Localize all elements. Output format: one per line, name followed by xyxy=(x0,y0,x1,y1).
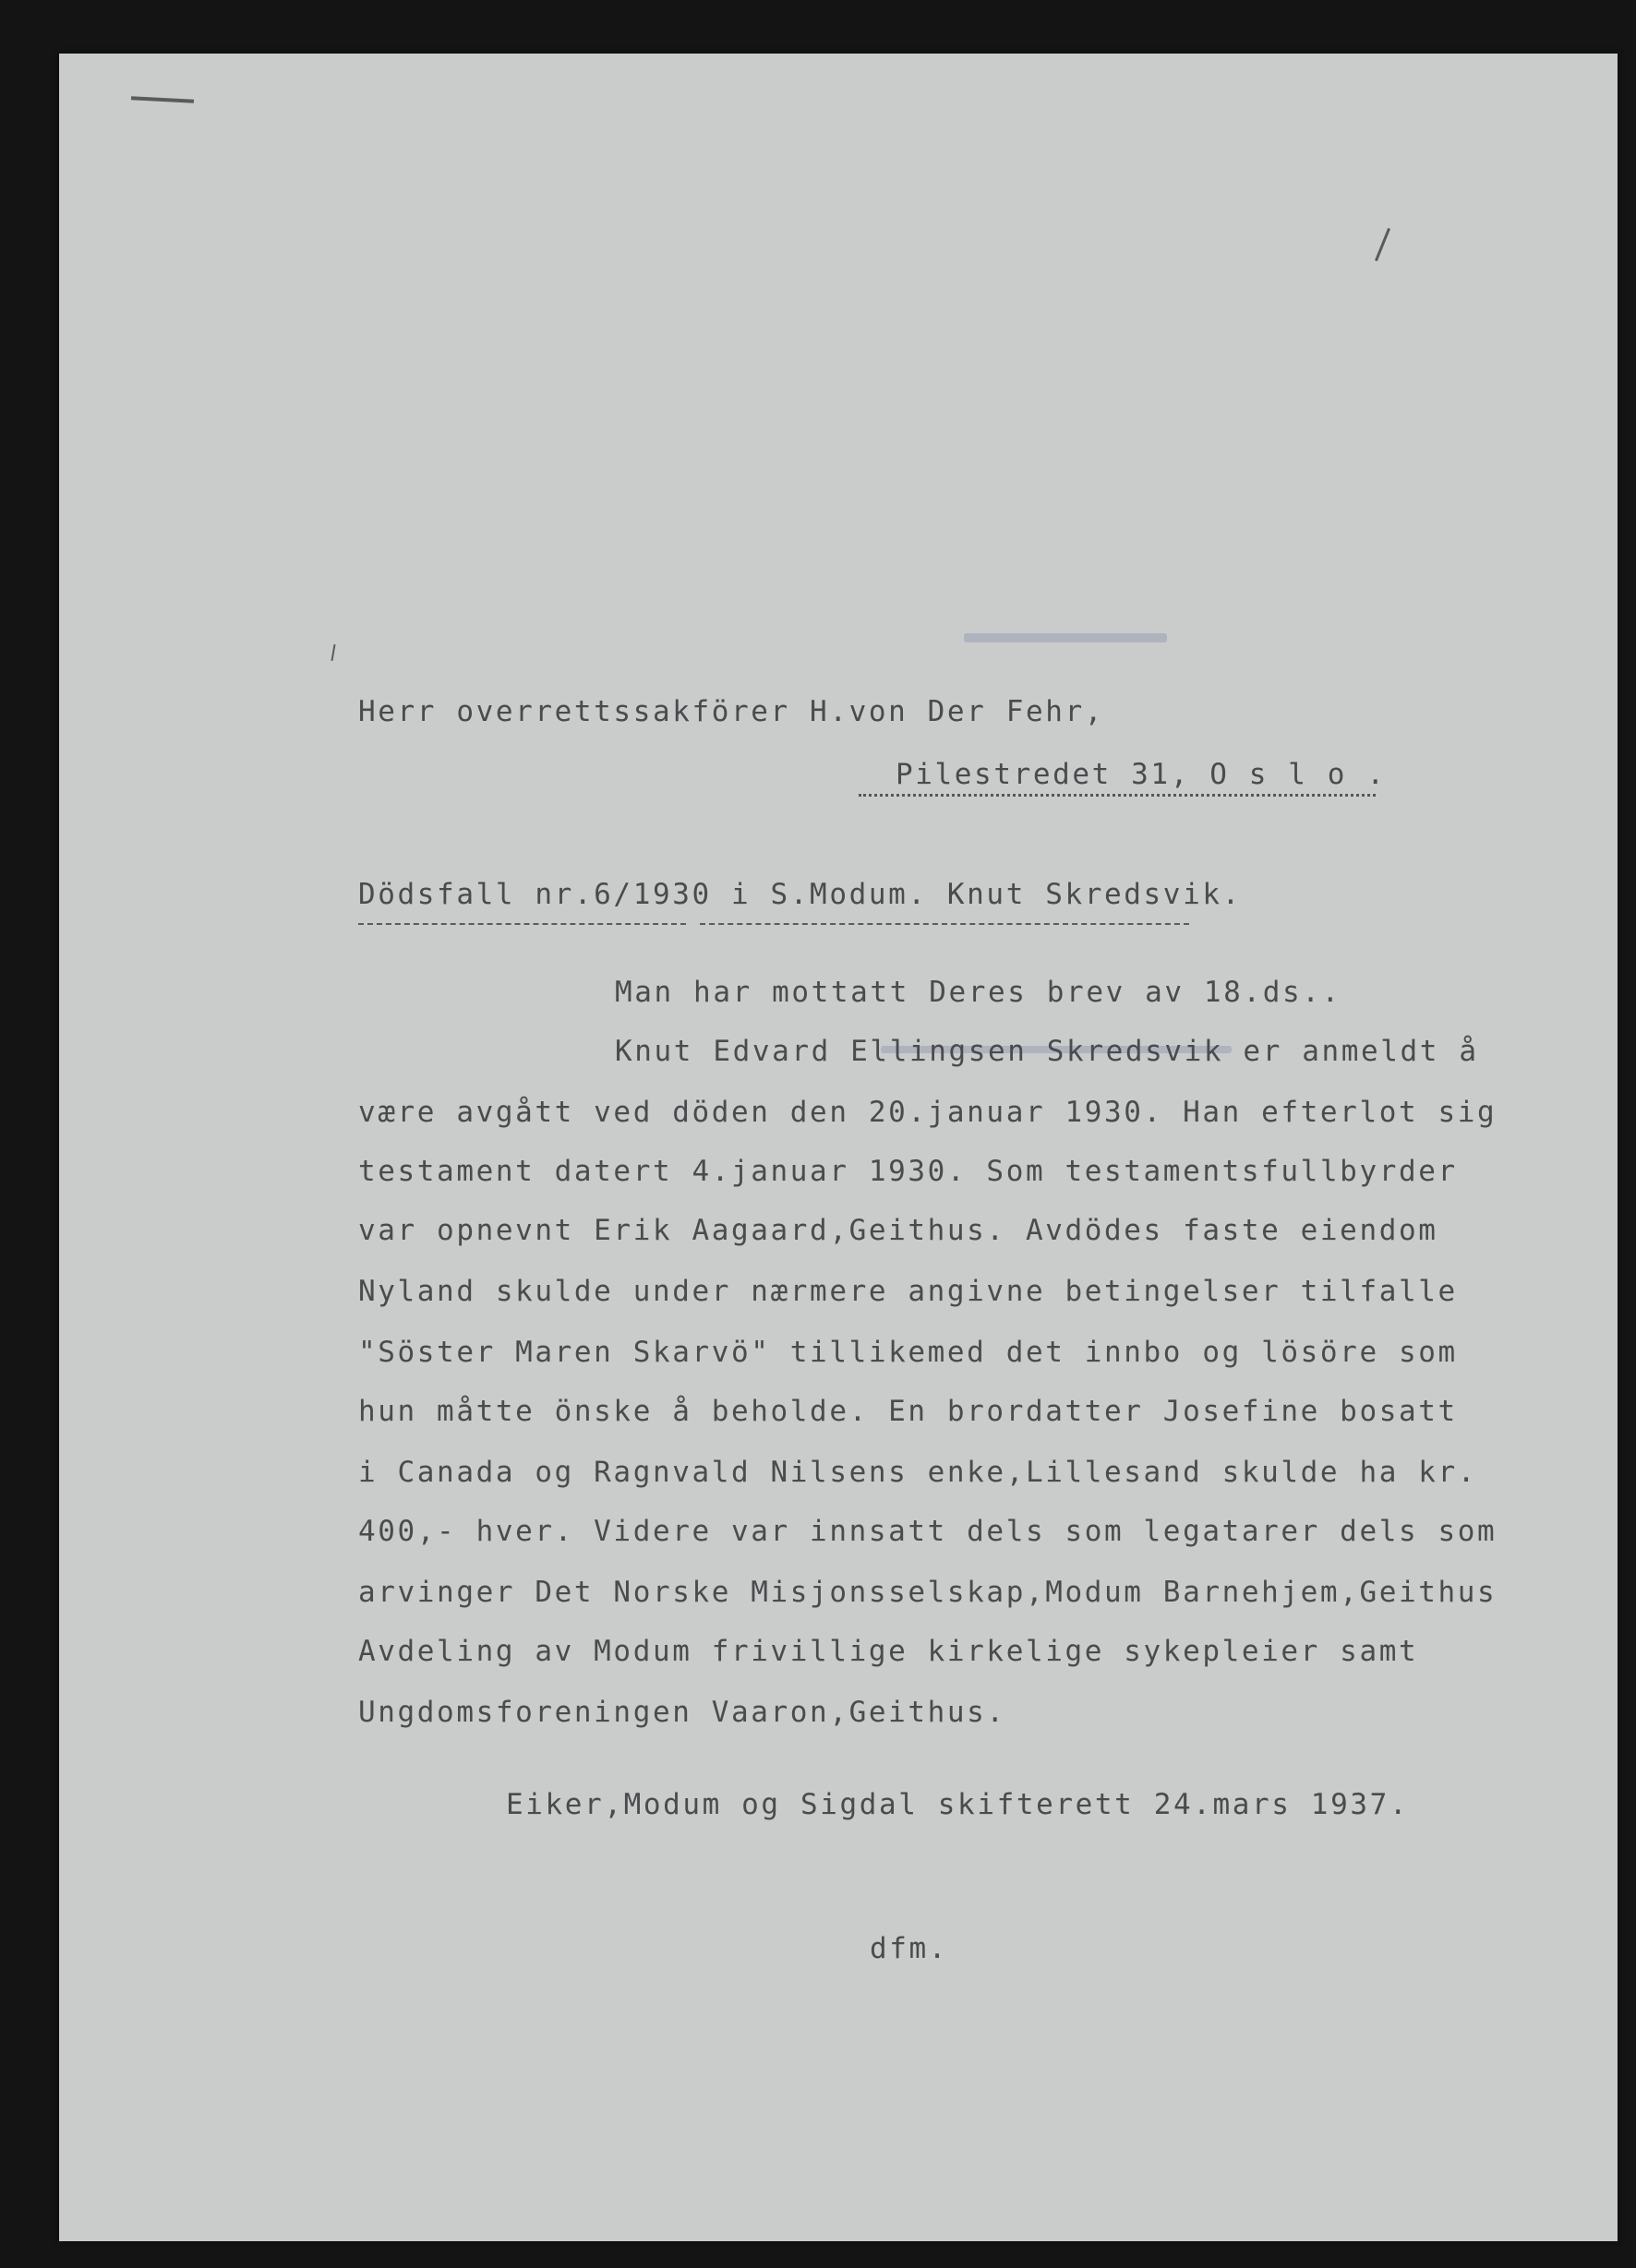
body-line: var opnevnt Erik Aagaard,Geithus. Avdödes faste eiendom xyxy=(358,1214,1438,1247)
initials: dfm. xyxy=(870,1932,949,1965)
closing-line: Eiker,Modum og Sigdal skifterett 24.mars 1937. xyxy=(506,1788,1410,1821)
recipient-line: Herr overrettssakförer H.von Der Fehr, xyxy=(358,695,1105,728)
body-line: Man har mottatt Deres brev av 18.ds.. xyxy=(615,976,1341,1009)
subject-underline-2 xyxy=(700,923,1189,925)
body-line: i Canada og Ragnvald Nilsens enke,Lillesand skulde ha kr. xyxy=(358,1456,1478,1489)
margin-tick-left xyxy=(331,644,335,661)
ink-smudge xyxy=(964,633,1167,642)
body-line: Knut Edvard Ellingsen Skredsvik er anmeldt å xyxy=(615,1035,1479,1068)
body-line: arvinger Det Norske Misjonsselskap,Modum Barnehjem,Geithus xyxy=(358,1576,1498,1609)
margin-mark-top-left xyxy=(131,96,194,103)
margin-tick-right xyxy=(1375,228,1390,261)
subject-underline-1 xyxy=(358,923,686,925)
document-page xyxy=(59,54,1618,2241)
address-underline xyxy=(859,794,1376,797)
body-line: testament datert 4.januar 1930. Som testamentsfullbyrder xyxy=(358,1155,1458,1188)
body-line: hun måtte önske å beholde. En brordatter Josefine bosatt xyxy=(358,1395,1458,1428)
body-line: Nyland skulde under nærmere angivne betingelser tilfalle xyxy=(358,1275,1458,1308)
body-line: Avdeling av Modum frivillige kirkelige sykepleier samt xyxy=(358,1635,1419,1668)
body-line: Ungdomsforeningen Vaaron,Geithus. xyxy=(358,1696,1006,1729)
subject-line: Dödsfall nr.6/1930 i S.Modum. Knut Skredsvik. xyxy=(358,878,1242,911)
body-line: "Söster Maren Skarvö" tillikemed det innbo og lösöre som xyxy=(358,1336,1458,1369)
body-line: 400,- hver. Videre var innsatt dels som legatarer dels som xyxy=(358,1515,1498,1548)
body-line: være avgått ved döden den 20.januar 1930. Han efterlot sig xyxy=(358,1096,1498,1129)
address-line: Pilestredet 31, O s l o . xyxy=(896,758,1387,791)
